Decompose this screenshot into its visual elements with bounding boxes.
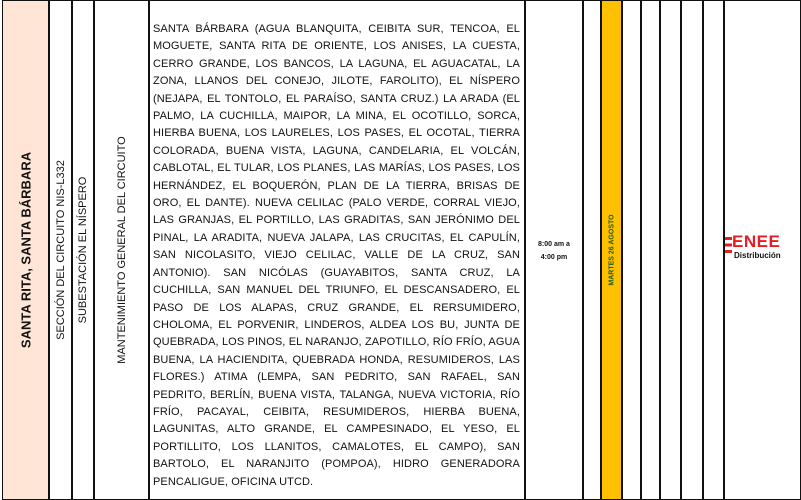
- logo-cell: [724, 0, 801, 500]
- empty-cell: [583, 0, 601, 500]
- enee-logo: ENEE: [732, 232, 781, 251]
- time-range: [526, 238, 582, 264]
- empty-cell: [622, 0, 641, 500]
- substation-label: SUBESTACIÓN EL NÍSPERO: [77, 176, 89, 324]
- affected-areas-text: SANTA BÁRBARA (AGUA BLANQUITA, CEIBITA SUR, TENCOA, EL MOGUETE, SANTA RITA DE ORIENTE, LOS ANISES, LA CUESTA, CERRO GRANDE, LOS BANCOS, LA LAGUNA, EL AGUACATAL, LA ZONA, LLANOS DEL CONEJO, JILOTE, FAROLITO), EL NÍSPERO (NEJAPA, EL TONTOLO, EL PARAÍSO, SANTA CRUZ.) LA ARADA (EL PALMO, LA CUCHILLA, MAIPOR, LA MINA, EL OCOTILLO, SORCA, HIERBA BUENA, LOS LAURELES, LOS PASES, EL OCOTAL, TIERRA COLORADA, BUENA VISTA, LAGUNA, CANDELARIA, EL VOLCÁN, CABLOTAL, EL TULAR, LOS PLANES, LAS MARÍAS, LOS PASES, LOS HERNÁNDEZ, EL BOQUERÓN, PLAN DE LA TIERRA, BRISAS DE ORO, EL DANTE). NUEVA CELILAC (PALO VERDE, CORRAL VIEJO, LAS GRANJAS, EL PORTILLO, LAS GRADITAS, SAN JERÓNIMO DEL PINAL, LA ARADITA, NUEVA JALAPA, LAS CRUCITAS, EL CAPULÍN, SAN NICOLASITO, VIEJO CELILAC, VALLE DE LA CRUZ, SAN ANTONIO). SAN NICÓLAS (GUAYABITOS, SANTA CRUZ, LA CUCHILLA, SAN MANUEL DEL TRIUNFO, EL DESCANSADERO, EL PASO DE LOS ALAPAS, CRUZ GRANDE, EL RERSUMIDERO, CHOLOMA, EL PORVENIR, LINDEROS, ALDEA LOS BU, JUNTA DE QUEBRADA, LOS PINOS, EL NARANJO, ZAPOTILLO, RÍO FRÍO, AGUA BUENA, LA HACIENDITA, QUEBRADA HONDA, RESUMIDEROS, LAS FLORES.) ATIMA (LEMPA, SAN PEDRITO, SAN RAFAEL, SAN PEDRITO, BERLÍN, BUENA VISTA, TALANGA, NUEVA VICTORIA, RÍO FRÍO, PACAYAL, CEIBITA, RESUMIDEROS, HIERBA BUENA, LAGUNITAS, ALTO GRANDE, EL CAMPESINADO, EL YESO, EL PORTILLITO, LOS LLANITOS, CAMALOTES, EL CAMPO), SAN BARTOLO, EL NARANJITO (POMPOA), HIDRO GENERADORA PENCALIGUE, OFICINA UTCD.: [153, 23, 520, 488]
- substation-cell: [72, 0, 94, 500]
- date-label: MARTES 26 AGOSTO: [608, 214, 615, 286]
- circuit-section-label: SECCIÓN DEL CIRCUITO NIS-L332: [54, 160, 67, 340]
- enee-logo-subtitle: Distribución: [734, 251, 781, 260]
- activity-label: MANTENIMIENTO GENERAL DEL CIRCUITO: [115, 136, 128, 364]
- time-cell: [525, 0, 583, 500]
- circuit-section-cell: [49, 0, 72, 500]
- time-start: 8:00 am a: [538, 241, 570, 248]
- zone-label: SANTA RITA, SANTA BÁRBARA: [18, 151, 33, 349]
- zone-cell: [2, 0, 49, 500]
- empty-cell: [660, 0, 681, 500]
- affected-areas-cell: [149, 0, 525, 500]
- empty-cell: [703, 0, 724, 500]
- enee-logo-mark-icon: [725, 237, 732, 253]
- empty-cell: [641, 0, 660, 500]
- empty-cell: [681, 0, 703, 500]
- activity-cell: [94, 0, 149, 500]
- date-cell: [601, 0, 622, 500]
- time-end: 4:00 pm: [540, 254, 568, 261]
